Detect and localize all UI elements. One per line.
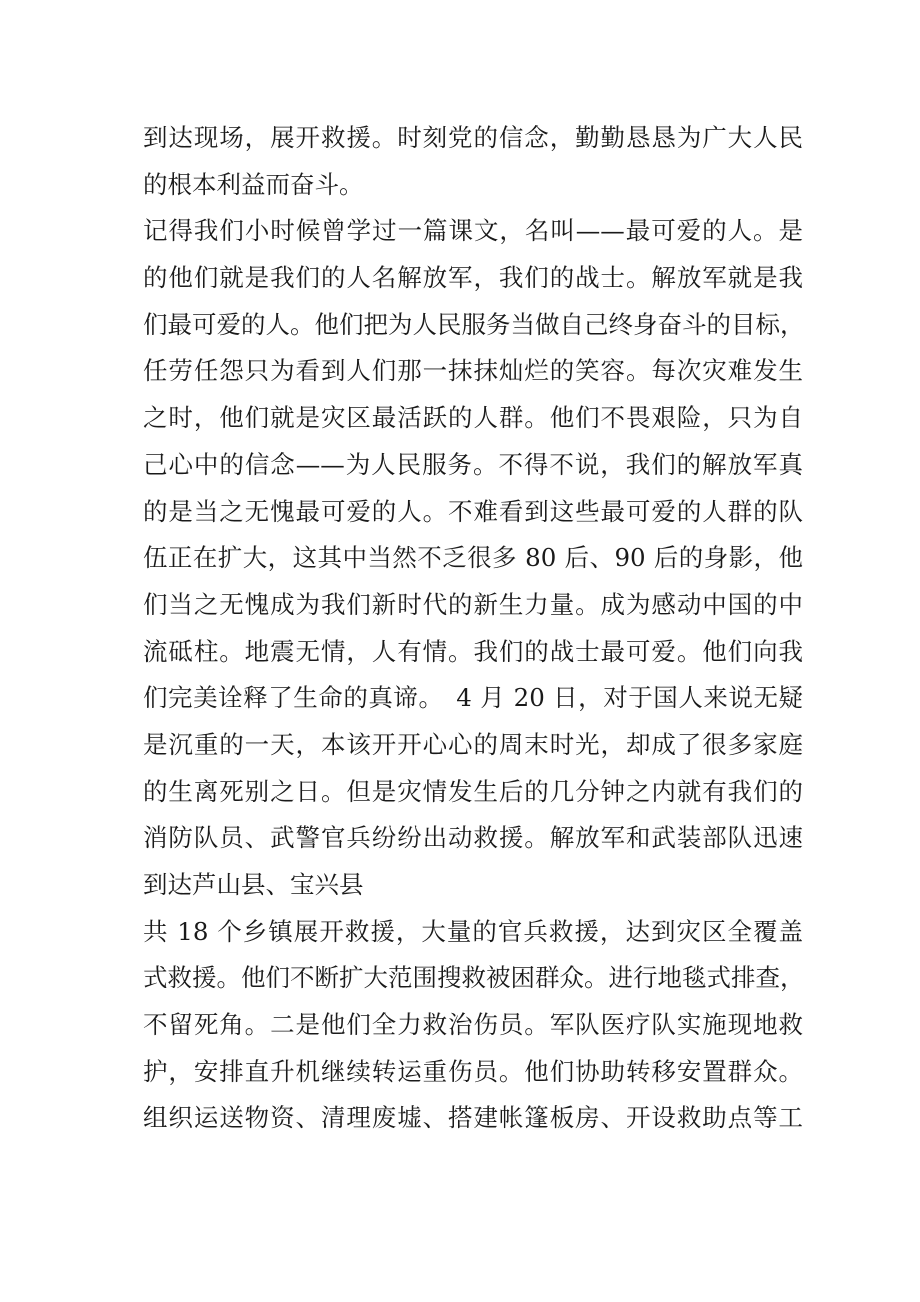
text-line: 组织运送物资、清理废墟、搭建帐篷板房、开设救助点等工	[143, 1103, 803, 1133]
text-line: 共 18 个乡镇展开救援，大量的官兵救援，达到灾区全覆盖	[143, 916, 803, 946]
text-line: 不留死角。二是他们全力救治伤员。军队医疗队实施现地救	[143, 1010, 803, 1040]
text-line: 式救援。他们不断扩大范围搜救被困群众。进行地毯式排查，	[143, 963, 805, 993]
text-line: 是沉重的一天，本该开开心心的周末时光，却成了很多家庭	[143, 729, 803, 759]
text-line: 消防队员、武警官兵纷纷出动救援。解放军和武装部队迅速	[143, 823, 803, 853]
body-text	[143, 115, 803, 1142]
text-line: 己心中的信念——为人民服务。不得不说，我们的解放军真	[143, 449, 803, 479]
text-line: 们当之无愧成为我们新时代的新生力量。成为感动中国的中	[143, 589, 803, 619]
text-line: 之时，他们就是灾区最活跃的人群。他们不畏艰险，只为自	[143, 403, 803, 433]
text-line: 护，安排直升机继续转运重伤员。他们协助转移安置群众。	[143, 1056, 803, 1086]
text-line: 的他们就是我们的人名解放军，我们的战士。解放军就是我	[143, 263, 803, 293]
text-line: 记得我们小时候曾学过一篇课文，名叫——最可爱的人。是	[143, 216, 803, 246]
text-line: 到达芦山县、宝兴县	[143, 870, 364, 899]
text-line: 流砥柱。地震无情，人有情。我们的战士最可爱。他们向我	[143, 636, 803, 666]
text-line: 的根本利益而奋斗。	[143, 169, 364, 199]
text-line: 的生离死别之日。但是灾情发生后的几分钟之内就有我们的	[143, 776, 803, 806]
text-line: 们最可爱的人。他们把为人民服务当做自己终身奋斗的目标，	[143, 309, 805, 339]
text-line: 任劳任怨只为看到人们那一抹抹灿烂的笑容。每次灾难发生	[143, 356, 803, 386]
text-line: 的是当之无愧最可爱的人。不难看到这些最可爱的人群的队	[143, 496, 803, 526]
text-line: 伍正在扩大，这其中当然不乏很多 80 后、90 后的身影，他	[143, 543, 803, 573]
text-line: 们完美诠释了生命的真谛。 4 月 20 日，对于国人来说无疑	[143, 683, 803, 713]
text-line: 到达现场，展开救援。时刻党的信念，勤勤恳恳为广大人民	[143, 123, 803, 152]
